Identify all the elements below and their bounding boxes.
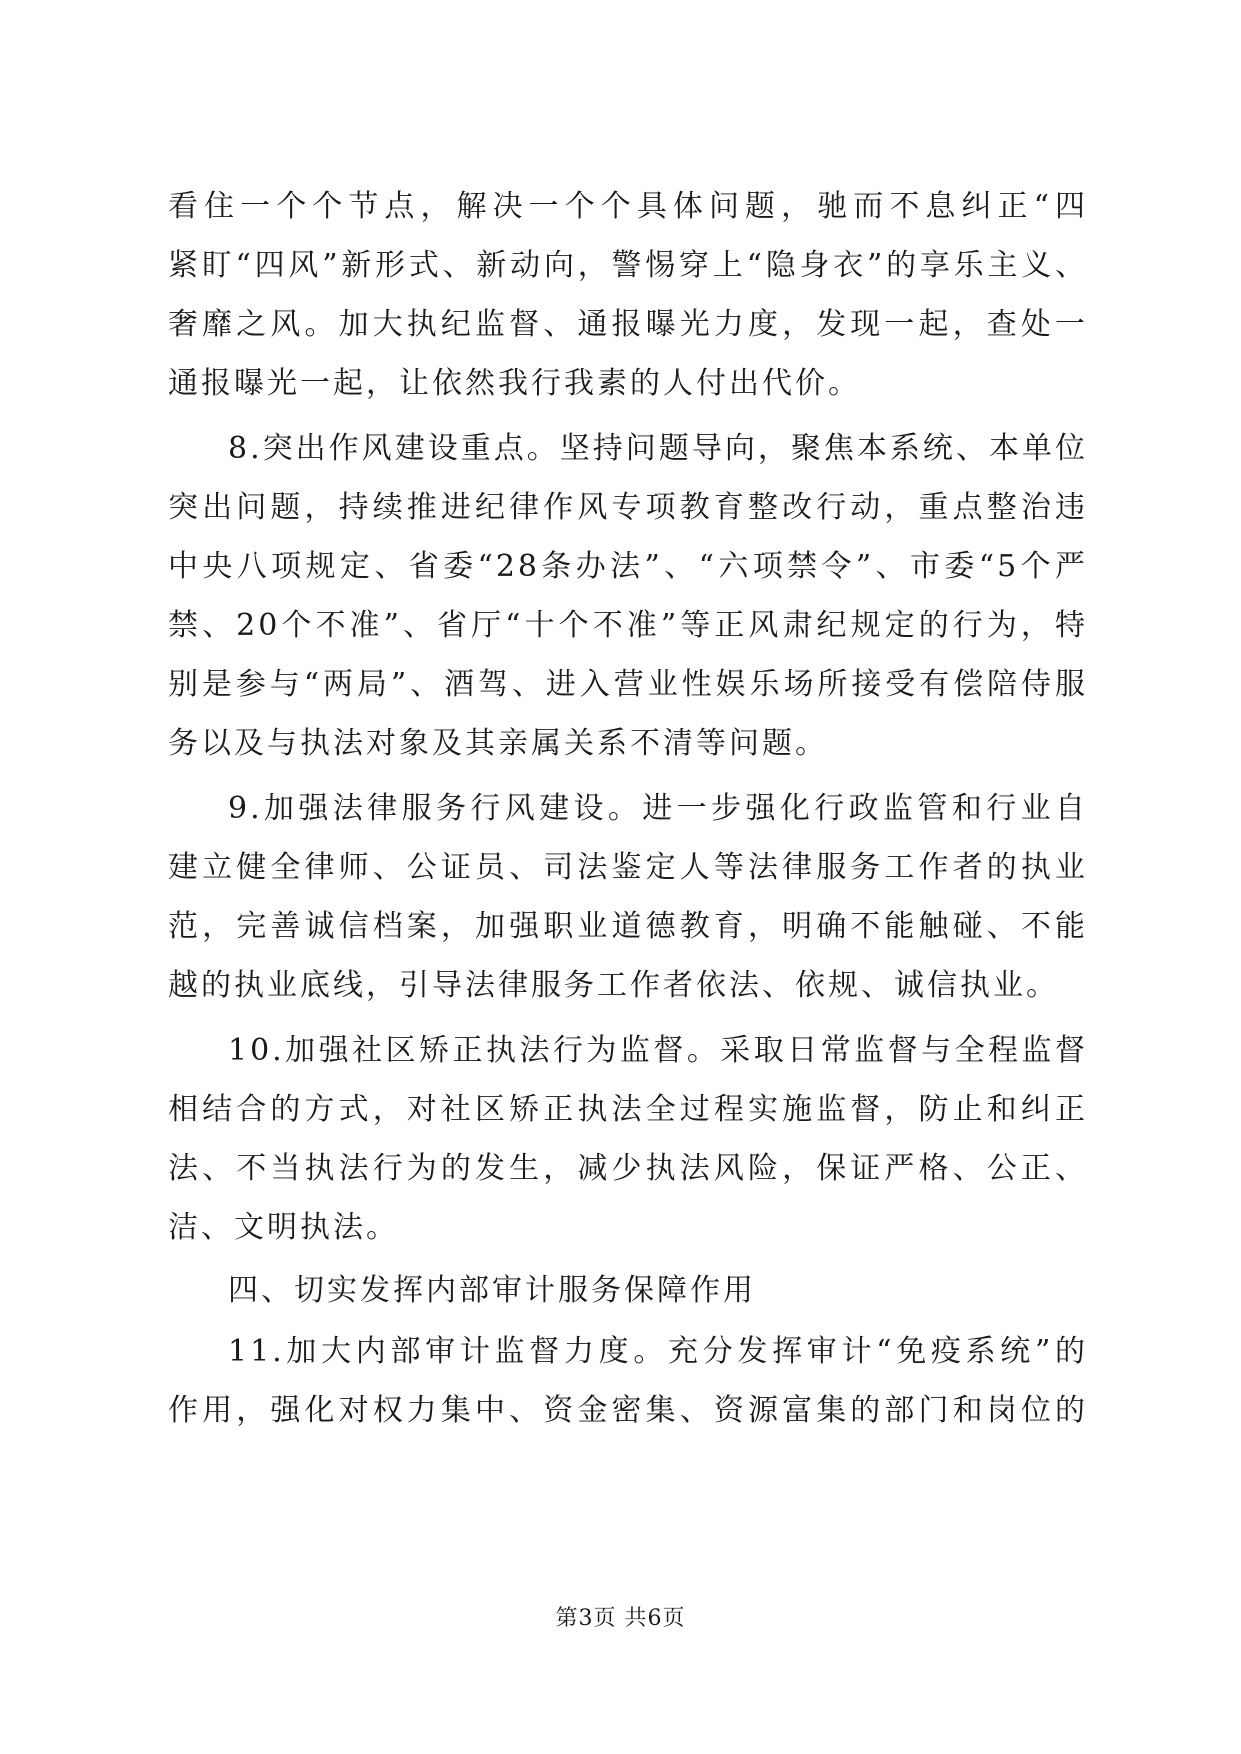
paragraph-9-heading-line: 9.加强法律服务行风建设。进一步强化行政监管和行业自 — [228, 791, 1088, 826]
text-line: 突出问题，持续推进纪律作风专项教育整改行动，重点整治违 — [168, 490, 1088, 525]
section-heading: 四、切实发挥内部审计服务保障作用 — [228, 1273, 756, 1308]
text-line: 作用，强化对权力集中、资金密集、资源富集的部门和岗位的 — [168, 1393, 1088, 1428]
text-line: 奢靡之风。加大执纪监督、通报曝光力度，发现一起，查处一 — [168, 307, 1088, 342]
text-line: 务以及与执法对象及其亲属关系不清等问题。 — [168, 726, 828, 761]
text-line: 看住一个个节点，解决一个个具体问题，驰而不息纠正“四 — [168, 189, 1088, 224]
text-line: 紧盯“四风”新形式、新动向，警惕穿上“隐身衣”的享乐主义、 — [168, 248, 1088, 283]
text-line: 中央八项规定、省委“28条办法”、“六项禁令”、市委“5个严 — [168, 549, 1088, 584]
text-line: 法、不当执法行为的发生，减少执法风险，保证严格、公正、 — [168, 1151, 1088, 1186]
text-line: 建立健全律师、公证员、司法鉴定人等法律服务工作者的执业 — [168, 850, 1088, 885]
text-line: 通报曝光一起，让依然我行我素的人付出代价。 — [168, 366, 861, 401]
text-line: 禁、20个不准”、省厅“十个不准”等正风肃纪规定的行为，特 — [168, 608, 1088, 643]
text-line: 范，完善诚信档案，加强职业道德教育，明确不能触碰、不能 — [168, 909, 1088, 944]
paragraph-8-heading-line: 8.突出作风建设重点。坚持问题导向，聚焦本系统、本单位 — [228, 431, 1088, 466]
text-line: 洁、文明执法。 — [168, 1210, 399, 1245]
text-line: 相结合的方式，对社区矫正执法全过程实施监督，防止和纠正 — [168, 1092, 1088, 1127]
paragraph-11-heading-line: 11.加大内部审计监督力度。充分发挥审计“免疫系统”的 — [228, 1334, 1088, 1369]
text-line: 别是参与“两局”、酒驾、进入营业性娱乐场所接受有偿陪侍服 — [168, 667, 1088, 702]
text-line: 越的执业底线，引导法律服务工作者依法、依规、诚信执业。 — [168, 968, 1059, 1003]
paragraph-10-heading-line: 10.加强社区矫正执法行为监督。采取日常监督与全程监督 — [228, 1033, 1088, 1068]
page-number-footer: 第3页 共6页 — [555, 1606, 686, 1631]
